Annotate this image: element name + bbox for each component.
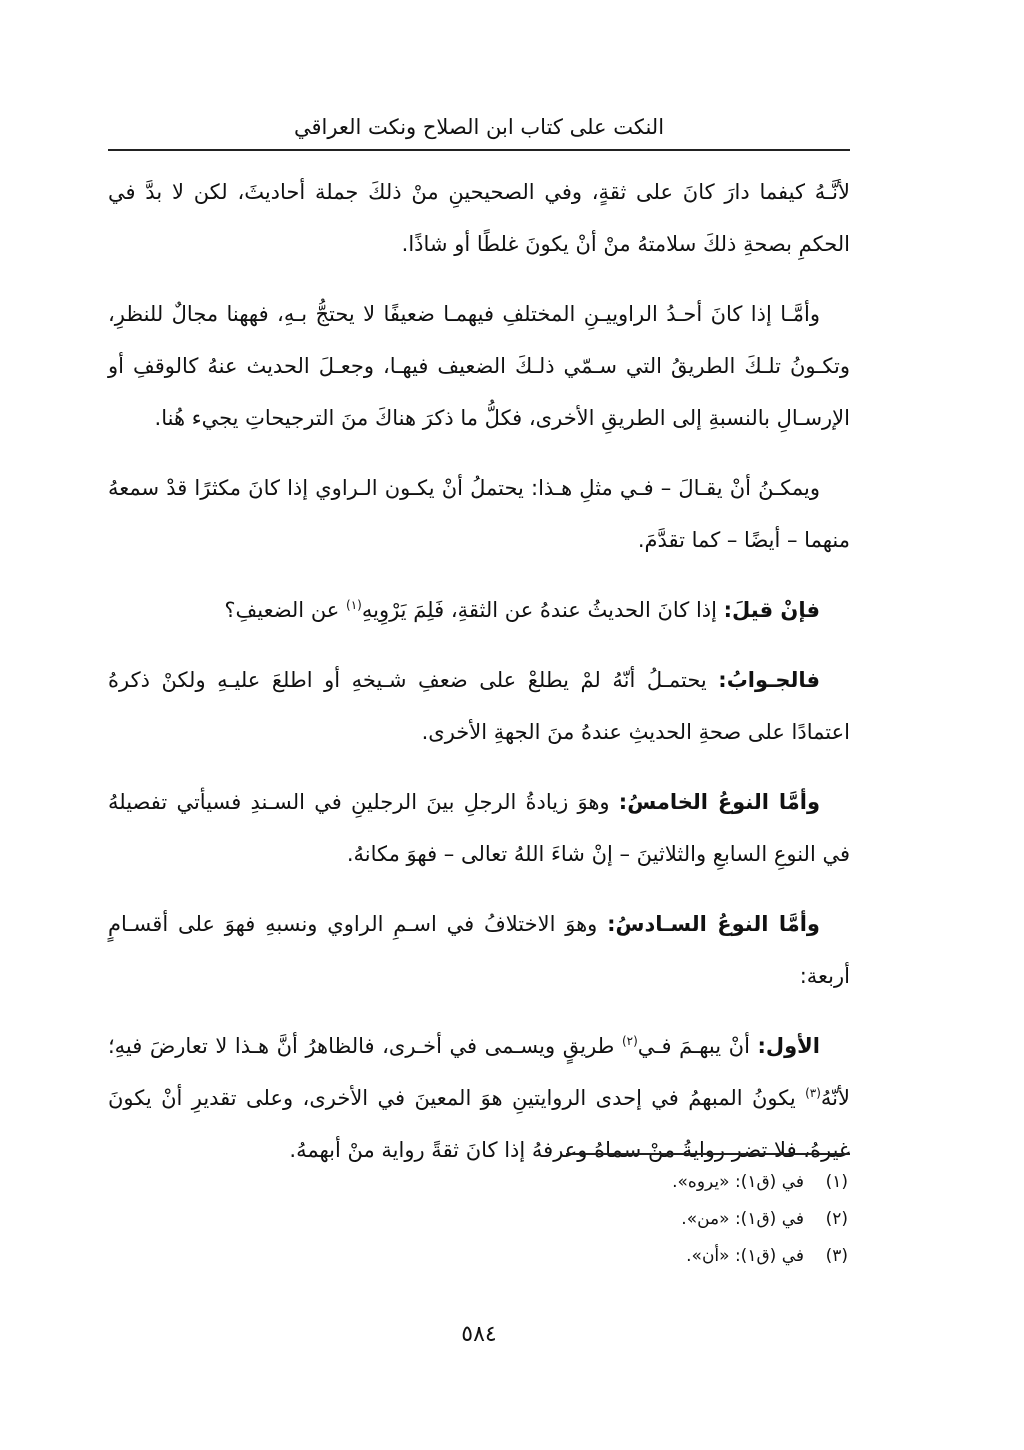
main-text bbox=[108, 166, 850, 1194]
paragraph-3 bbox=[108, 462, 850, 566]
header-rule bbox=[108, 149, 850, 151]
paragraph-lead: فالجـوابُ: bbox=[718, 668, 820, 692]
running-head: النكت على كتاب ابن الصلاح ونكت العراقي bbox=[293, 115, 665, 139]
paragraph-1 bbox=[108, 166, 850, 270]
paragraph-text: وهوَ زيادةُ الرجلِ بينَ الرجلينِ في السـندِ فسيأتي تفصيلهُ في النوعِ السابعِ والثلاثينَ – إنْ شاءَ اللهُ تعالى – فهوَ مكانهُ. bbox=[108, 790, 850, 866]
paragraph-text: يحتمـلُ أنّهُ لمْ يطلعْ على ضعفِ شـيخهِ أو اطلعَ عليـهِ ولكنْ ذكرهُ اعتمادًا على صحةِ الحديثِ عندهُ منَ الجهةِ الأخرى. bbox=[108, 668, 850, 744]
page-number: ٥٨٤ bbox=[461, 1322, 497, 1347]
footnote-number: (٣) bbox=[825, 1246, 848, 1266]
paragraph-text: إذا كانَ الحديثُ عندهُ عن الثقةِ، فَلِمَ يَرْوِيهِ bbox=[361, 598, 724, 622]
footnote-ref-3[interactable]: (٣) bbox=[805, 1086, 821, 1100]
footnote-2 bbox=[108, 1201, 848, 1238]
paragraph-2 bbox=[108, 288, 850, 444]
footnote-text: في (ق١): «من». bbox=[681, 1209, 804, 1229]
paragraph-lead: فإنْ قيلَ: bbox=[723, 598, 820, 622]
paragraph-7 bbox=[108, 898, 850, 1002]
paragraph-5 bbox=[108, 654, 850, 758]
footnote-ref-1[interactable]: (١) bbox=[346, 598, 362, 612]
footnote-rule bbox=[566, 1153, 850, 1155]
paragraph-text-cont: طريقٍ ويسـمى في أخـرى، فالظاهرُ أنَّ هـذا لا تعارضَ فيهِ؛ لأنّهُ bbox=[108, 1034, 850, 1110]
footnote-ref-2[interactable]: (٢) bbox=[621, 1034, 638, 1048]
paragraph-lead: الأول: bbox=[757, 1034, 820, 1058]
paragraph-4 bbox=[108, 584, 850, 636]
footnotes bbox=[108, 1164, 848, 1275]
footnote-text: في (ق١): «أن». bbox=[686, 1246, 804, 1266]
paragraph-text: لأنَّـهُ كيفما دارَ كانَ على ثقةٍ، وفي الصحيحينِ منْ ذلكَ جملة أحاديثَ، لكن لا بدَّ في الحكمِ بصحةِ ذلكَ سلامتهُ منْ أنْ يكونَ غلطًا أو شاذًا. bbox=[108, 180, 850, 256]
paragraph-text: أنْ يبهـمَ فـي bbox=[637, 1034, 758, 1058]
footnote-1 bbox=[108, 1164, 848, 1201]
paragraph-text: ويمكـنُ أنْ يقـالَ – فـي مثلِ هـذا: يحتملُ أنْ يكـون الـراوي إذا كانَ مكثرًا قدْ سمعهُ منهما – أيضًا – كما تقدَّمَ. bbox=[108, 476, 850, 552]
footnote-number: (٢) bbox=[825, 1209, 848, 1229]
paragraph-text-cont: عن الضعيفِ؟ bbox=[224, 598, 347, 622]
footnote-3 bbox=[108, 1238, 848, 1275]
paragraph-6 bbox=[108, 776, 850, 880]
paragraph-text: وأمَّـا إذا كانَ أحـدُ الراوييـنِ المختلفِ فيهمـا ضعيفًا لا يحتجُّ بـهِ، فههنا مجالٌ للنظرِ، وتكـونُ تلـكَ الطريقُ التي سـمّي ذلـكَ الضعيف فيهـا، وجعـلَ الحديث عنهُ كالوقفِ أو الإرسـالِ بالنسبةِ إلى الطريقِ الأخرى، فكلُّ ما ذكرَ هناكَ منَ الترجيحاتِ يجيء هُنا. bbox=[108, 302, 850, 430]
paragraph-lead: وأمَّا النوعُ الخامسُ: bbox=[618, 790, 820, 814]
paragraph-text-cont-2: يكونُ المبهمُ في إحدى الروايتينِ هوَ المعينَ في الأخرى، وعلى تقديرِ أنْ يكونَ غيرهُ، فلا تضر روايةُ منْ سماهُ وعرفهُ إذا كانَ ثقةً رواية منْ أبهمهُ. bbox=[108, 1086, 850, 1162]
footnote-number: (١) bbox=[825, 1172, 848, 1192]
paragraph-text: وهوَ الاختلافُ في اسـمِ الراوي ونسبهِ فهوَ على أقسـامٍ أربعة: bbox=[108, 912, 850, 988]
footnote-text: في (ق١): «يروه». bbox=[672, 1172, 804, 1192]
paragraph-lead: وأمَّا النوعُ السـادسُ: bbox=[607, 912, 820, 936]
